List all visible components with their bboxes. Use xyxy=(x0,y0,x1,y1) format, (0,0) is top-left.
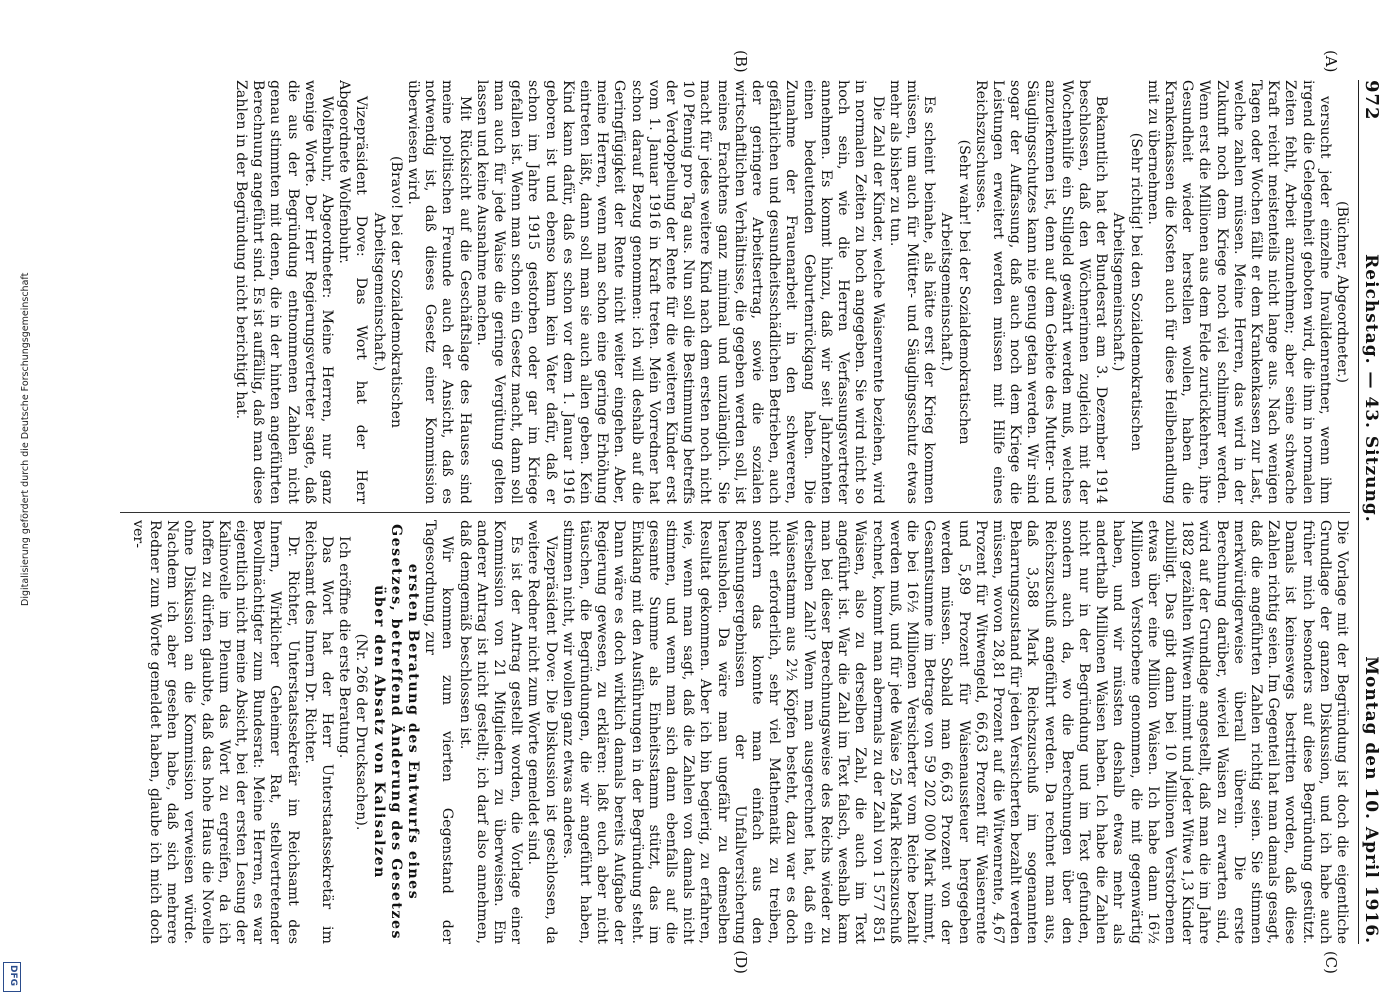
column-rule xyxy=(120,512,1350,513)
text-columns xyxy=(120,50,1350,974)
scanned-page xyxy=(98,42,1383,982)
paragraph: Vizepräsident Dove: Die Diskussion ist geschlossen, da weitere Redner nicht zum Worte gemeldet sind. xyxy=(525,520,559,944)
margin-mark-c: (C) xyxy=(1322,950,1340,974)
left-column xyxy=(120,80,1350,504)
paragraph: Die Vorlage mit der Begründung ist doch die eigentliche Grundlage der ganzen Diskussion, und ich habe auch früher mich besonders auf diese Begründung gestützt. Damals ist keineswegs bestritten worden, daß diese Zahlen richtig seien. Im Gegenteil hat man damals gesagt, daß die angeführten Zahlen richtig seien. Sie stimmen merkwürdigerweise überall überein. Die erste Berechnung darüber, wieviel Waisen zu erwarten sind, wird auf der Grundlage angestellt, daß man die im Jahre 1882 gezählten Witwen nimmt und jeder Witwe 1,3 Kinder zubilligt. Das gibt dann bei 10 Millionen Verstorbenen etwas über eine Million Waisen. Ich habe dann 16½ Millionen Verstorbene genommen, die mit gegenwärtig haben, und wir müssten deshalb etwas mehr als anderthalb Millionen Waisen haben. Ich habe die Zahlen nicht nur in der Begründung und im Text gefunden, sondern auch da, wo die Berechnungen über den Reichszuschuß angeführt werden. Da rechnet man aus, daß 3,588 Mark Reichszuschuß im sogenannten Beharrungszustand für jeden Versicherten bezahlt werden müssen, wovon 28,81 Prozent auf die Witwenrente, 4,67 Prozent für Witwengeld, 66,63 Prozent für Waisenrente und 5,89 Prozent für Waisenaussteuer hergegeben werden müssen. Sobald man 66,63 Prozent von der Gesamtsumme im Betrage von 59 202 000 Mark nimmt, die bei 16½ Millionen Versicherter vom Reiche bezahlt werden muß, und für jede Waise 25 Mark Reichszuschuß rechnet, kommt man abermals zu der Zahl von 1 577 851 Waisen, also zu derselben Zahl, die auch im Text angeführt ist. War die Zahl im Text falsch, weshalb kam man bei dieser Berechnungsweise des Reichs wieder zu derselben Zahl? Wenn man ausgerechnet hat, daß ein Waisenstamm aus 2½ Köpfen besteht, dazu war es doch nicht erforderlich, sehr viel Mathematik zu treiben, sondern das konnte man einfach aus den Rechnungsergebnissen der Unfallversicherung herausholen. Da wäre man ungefähr zu demselben Resultat gekommen. Aber ich bin begierig, zu erfahren, wie, wenn man sagt, daß die Zahlen von damals nicht stimmen, und wenn man sich dann ebenfalls auf die gesamte Summe als Einheitsstamm stützt, das im Einklang mit den Ausführungen in der Begründung steht. Dann wäre es doch wirklich damals bereits Aufgabe der Regierung gewesen, zu erklären: laßt euch aber nicht täuschen, die Begründungen, die wir angeführt haben, stimmen nicht, wir wollen ganz etwas anderes. xyxy=(559,520,1350,944)
page-frame xyxy=(48,0,1383,1000)
paragraph: Es ist der Antrag gestellt worden, die Vorlage einer Kommission von 21 Mitgliedern zu überweisen. Ein anderer Antrag ist nicht gestellt; ich darf also annehmen, daß demgemäß beschlossen ist. xyxy=(456,520,525,944)
paragraph: Mit Rücksicht auf die Geschäftslage des Hauses sind meine politischen Freunde auch der Ansicht, daß es notwendig ist, daß dieses Gesetz einer Kommission überwiesen wird. xyxy=(405,80,473,504)
paragraph: Bekanntlich hat der Bundesrat am 3. Dezember 1914 beschlossen, daß den Wöchnerinnen zugleich mit der Wochenhilfe ein Stillgeld gewährt werden muß, welches anzuerkennen ist, denn auf dem Gebiete des Mutter- und Säuglingsschutzes kann nie genug getan werden. Wir sind sogar der Auffassung, daß auch noch dem Kriege die Leistungen erweitert werden müssen mit Hilfe eines Reichszuschusses. xyxy=(972,80,1110,504)
paragraph: Wolfenbuhr, Abgeordneter: Meine Herren, nur ganz wenige Worte. Der Herr Regierungsvertreter sagte, daß die aus der Begründung entnommenen Zahlen nicht genau stimmten mit denen, die in der hinten angeführten Berechnung angeführt sind. Es ist auffällig, daß man diese Zahlen in der Begründung nicht berichtigt hat. xyxy=(233,80,336,504)
margin-mark-d: (D) xyxy=(732,950,750,974)
page-number: 972 xyxy=(1361,80,1382,121)
paragraph: Das Wort hat der Herr Unterstaatssekretär im Reichsamt des Innern Dr. Richter. xyxy=(301,520,336,944)
paragraph: Vizepräsident Dove: Das Wort hat der Herr Abgeordnete Wolfenbuhr. xyxy=(336,80,370,504)
margin-mark-b: (B) xyxy=(732,50,750,73)
paragraph: (Nr. 266 der Drucksachen). xyxy=(353,633,370,831)
paragraph: Dr. Richter, Unterstaatssekretär im Reichsamt des Innern, Wirklicher Geheimer Rat, stellvertretender Bevollmächtigter zum Bundesrat: Meine Herren, es war eigentlich nicht meine Absicht, bei der ersten Lesung der Kalinovelle im Plenum das Wort zu ergreifen, da ich hoffen zu dürfen glaubte, daß das hohe Haus die Novelle ohne Diskussion an die Kommission verweisen würde. Nachdem ich aber gesehen habe, daß sich mehrere Redner zum Worte gemeldet haben, glaube ich mich doch ver- xyxy=(129,520,301,944)
page-header xyxy=(1358,80,1382,944)
right-column xyxy=(120,520,1350,944)
dfg-logo xyxy=(3,962,21,992)
page-title: Reichstag. — 43. Sitzung. xyxy=(1361,254,1381,523)
paragraph: Es scheint beinahe, als hätte erst der Krieg kommen müssen, um auch für Mütter- und Säuglingsschutz etwas mehr als bisher zu tun. xyxy=(886,80,938,504)
paragraph: (Büchner, Abgeordneter.) xyxy=(1334,200,1350,384)
session-date: Montag den 10. April 1916. xyxy=(1361,656,1381,944)
digitization-credit xyxy=(6,0,31,1000)
paragraph: Die Zahl der Kinder, welche Waisenrente beziehen, wird in normalen Zeiten zu hoch angegeben. Sie wird nicht so hoch sein, wie die Herren Verfassungsvertreter annehmen. Es kommt hinzu, daß wir seit Jahrzehnten einen bedeutenden Geburtenrückgang haben. Die Zunahme der Frauenarbeit in den schwereren, gefährlichen und gesundheitsschädlichen Betrieben, auch der geringere Arbeitsertrag, sowie die sozialen wirtschaftlichen Verhältnisse, die gegeben werden soll, ist meines Erachtens ganz minimal und unzulänglich. Sie macht für jedes weitere Kind nach dem ersten noch nicht 10 Pfennig pro Tag aus. Nun soll die Bestimmung betreffs der Verdoppelung der Rente für die weiteren Kinder erst vom 1. Januar 1916 in Kraft treten. Mein Vorredner hat schon darauf Bezug genommen: ich will deshalb auf die Geringfügigkeit der Rente nicht weiter eingehen. Aber, meine Herren, wenn man schon eine geringe Erhöhung eintreten läßt, dann soll man sie auch allen geben. Kein Kind kann dafür, daß es schon vor dem 1. Januar 1916 geboren ist und ebenso kann kein Vater dafür, daß er schon im Jahre 1915 gestorben oder gar im Kriege gefallen ist. Wenn man schon ein Gesetz macht, dann soll man auch für jede Waise die geringe Vergütung gelten lassen und keine Ausnahme machen. xyxy=(473,80,886,504)
paragraph: Wir kommen zum vierten Gegenstand der Tagesordnung, zur xyxy=(422,520,456,944)
paragraph: Ich eröffne die erste Beratung. xyxy=(336,536,353,759)
paragraph: (Sehr richtig! bei den Sozialdemokratischen Arbeitsgemeinschaft.) xyxy=(1110,132,1144,452)
dfg-logo-text: DFG xyxy=(8,965,18,987)
paragraph: (Sehr wahr! bei der Sozialdemokratischen Arbeitsgemeinschaft.) xyxy=(938,139,972,445)
margin-mark-a: (A) xyxy=(1322,50,1340,73)
paragraph: versucht jeder einzelne Invalidenrentner, wenn ihm irgend die Gelegenheit geboten wird, die ihm in normalen Zeiten fehlt, Arbeit anzunehmen; aber seine schwache Kraft reicht meistenteils nicht lange aus. Nach wenigen Tagen oder Wochen fällt er dem Krankenkassen zur Last, welche zahlen müssen. Meine Herren, das wird in der Zukunft noch dem Kriege noch viel schlimmer werden. Wenn erst die Millionen aus dem Felde zurückkehren, ihre Gesundheit wieder herstellen wollen, haben die Krankenkassen die Kosten auch für diese Heilbehandlung mit zu übernehmen. xyxy=(1144,80,1333,504)
credit-text: Digitalisierung gefördert durch die Deutsche Forschungsgemeinschaft xyxy=(20,272,31,606)
paragraph: (Bravo! bei der Sozialdemokratischen Arbeitsgemeinschaft.) xyxy=(370,156,404,428)
bill-title: ersten Beratung des Entwurfs eines Gesetzes, betreffend Änderung des Gesetzes über den Absatz von Kalisalzen xyxy=(370,524,422,940)
